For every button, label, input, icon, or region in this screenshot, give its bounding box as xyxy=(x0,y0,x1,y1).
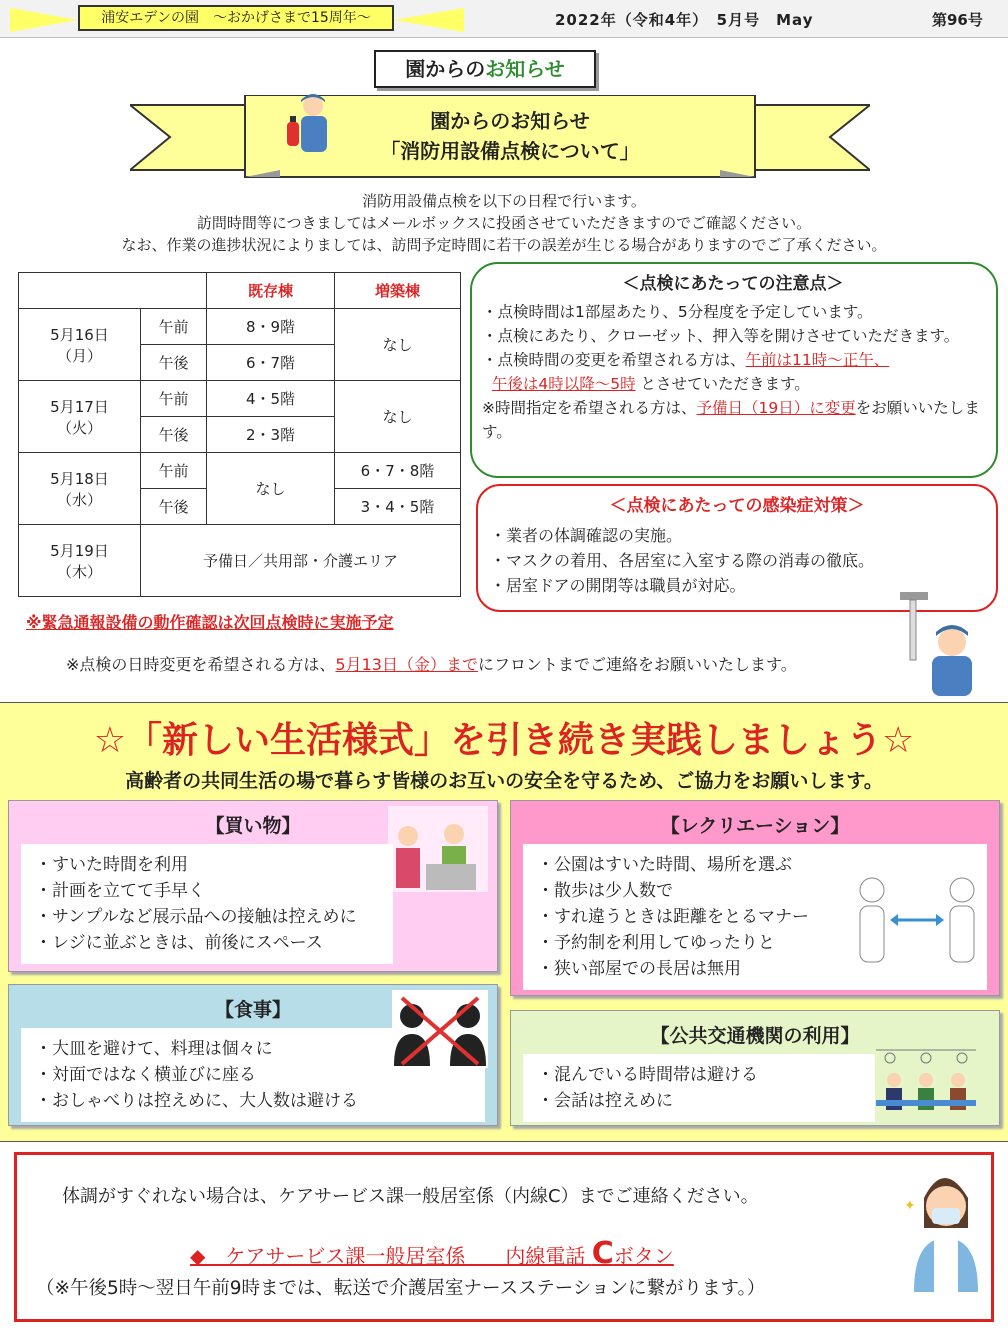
floor-cell: 6・7・8階 xyxy=(335,453,461,489)
lifestyle-subtitle: 高齢者の共同生活の場で暮らす皆様のお互いの安全を守るため、ご協力をお願いします。 xyxy=(125,770,883,792)
notes-item: ※時間指定を希望される方は、予備日（19日）に変更をお願いいたします。 xyxy=(482,399,980,441)
intro-text xyxy=(0,190,1008,256)
date-cell: 5月16日 （月） xyxy=(19,309,141,381)
floor-cell: なし xyxy=(335,309,461,381)
header-date: 2022年（令和4年） 5月号 May xyxy=(555,11,814,29)
schedule-table xyxy=(18,272,461,597)
header-right-arrow xyxy=(394,8,464,32)
schedule-change-note: ※点検の日時変更を希望される方は、5月13日（金）までにフロントまでご連絡をお願いいたします。 xyxy=(66,655,797,674)
floor-cell: 6・7階 xyxy=(207,345,335,381)
notes-title: ＜点検にあたっての注意点＞ xyxy=(622,274,844,294)
inspection-notes-box xyxy=(470,262,998,478)
floor-cell: なし xyxy=(207,453,335,525)
infection-title: ＜点検にあたっての感染症対策＞ xyxy=(609,496,865,516)
header-title: 浦安エデンの園 ～おかげさまで15周年～ xyxy=(78,5,394,31)
time-cell: 午前 xyxy=(141,309,207,345)
list-item: ・おしゃべりは控えめに、大人数は避ける xyxy=(35,1091,358,1111)
cashier-icon xyxy=(386,804,490,894)
deadline-highlight: 5月13日（金）まで xyxy=(335,655,478,674)
notes-item: ・点検にあたり、クローゼット、押入等を開けさせていただきます。 xyxy=(482,327,960,345)
lifestyle-title: ☆「新しい生活様式」を引き続き実践しましょう☆ xyxy=(93,720,915,761)
list-item: ・散歩は少人数で xyxy=(537,881,673,901)
transit-list xyxy=(523,1054,875,1122)
ribbon-title-line1: 園からのお知らせ xyxy=(430,109,590,133)
date-cell: 5月17日 （火） xyxy=(19,381,141,453)
time-cell: 午後 xyxy=(141,345,207,381)
no-face-to-face-eating-icon xyxy=(392,990,488,1068)
list-item: ・すいた時間を利用 xyxy=(35,855,188,875)
contact-after-hours-note: （※午後5時～翌日午前9時までは、転送で介護居室ナースステーションに繋がります。） xyxy=(36,1278,766,1299)
floor-cell: 4・5階 xyxy=(207,381,335,417)
list-item: ・予約制を利用してゆったりと xyxy=(537,933,775,953)
list-item: ・狭い部屋での長居は無用 xyxy=(537,959,741,979)
nurse-icon xyxy=(898,1158,990,1292)
morning-time-highlight: 午前は11時～正午、 xyxy=(745,351,890,369)
contact-extension: ◆ ケアサービス課一般居室係 内線電話 Cボタン xyxy=(190,1236,674,1271)
emergency-warning: ※緊急通報設備の動作確認は次回点検時に実施予定 xyxy=(26,613,394,632)
floor-cell: 3・4・5階 xyxy=(335,489,461,525)
table-corner xyxy=(19,273,207,309)
ribbon-title-line2: 「消防用設備点検について」 xyxy=(380,139,640,163)
train-passengers-icon xyxy=(876,1046,976,1116)
afternoon-time-highlight: 午後は4時以降～5時 xyxy=(491,375,636,393)
section-heading xyxy=(374,50,596,88)
list-item: ・レジに並ぶときは、前後にスペース xyxy=(35,933,323,953)
floor-cell: 2・3階 xyxy=(207,417,335,453)
transit-title: 【公共交通機関の利用】 xyxy=(650,1025,860,1047)
list-item: ・計画を立てて手早く xyxy=(35,881,205,901)
meal-title: 【食事】 xyxy=(214,999,291,1021)
section-heading-part2: お知らせ xyxy=(485,57,565,81)
intro-line: 消防用設備点検を以下の日程で行います。 xyxy=(362,192,646,210)
intro-line: 訪問時間等につきましてはメールボックスに投函させていただきますのでご確認ください。 xyxy=(196,214,812,232)
list-item: ・大皿を避けて、料理は個々に xyxy=(35,1039,273,1059)
infection-item: ・マスクの着用、各居室に入室する際の消毒の徹底。 xyxy=(490,551,875,570)
column-header-annex: 増築棟 xyxy=(335,273,461,309)
time-cell: 午前 xyxy=(141,453,207,489)
list-item: ・対面ではなく横並びに座る xyxy=(35,1065,256,1085)
list-item: ・すれ違うときは距離をとるマナー xyxy=(537,907,809,927)
reserve-day-cell: 予備日／共用部・介護エリア xyxy=(141,525,461,597)
shopping-list xyxy=(21,844,393,964)
header-left-arrow xyxy=(10,8,78,32)
svg-text:✦: ✦ xyxy=(904,1198,916,1214)
recreation-title: 【レクリエーション】 xyxy=(660,815,850,837)
intro-line: なお、作業の進捗状況によりましては、訪問予定時間に若干の誤差が生じる場合がありますのでご了承ください。 xyxy=(121,236,887,254)
date-cell: 5月18日 （水） xyxy=(19,453,141,525)
list-item: ・混んでいる時間帯は避ける xyxy=(537,1065,758,1085)
ceiling-inspector-icon xyxy=(896,592,976,696)
floor-cell: 8・9階 xyxy=(207,309,335,345)
section-heading-part1: 園からの xyxy=(405,57,486,81)
ribbon-title xyxy=(300,106,720,166)
time-cell: 午後 xyxy=(141,489,207,525)
infection-item: ・居室ドアの開閉等は職員が対応。 xyxy=(490,576,746,595)
date-cell: 5月19日 （木） xyxy=(19,525,141,597)
list-item: ・会話は控えめに xyxy=(537,1091,673,1111)
list-item: ・サンプルなど展示品への接触は控えめに xyxy=(35,907,357,927)
time-cell: 午前 xyxy=(141,381,207,417)
notes-item: ・点検時間の変更を希望される方は、午前は11時～正午、 午後は4時以降～5時 とさせていただきます。 xyxy=(482,351,890,393)
notes-item: ・点検時間は1部屋あたり、5分程度を予定しています。 xyxy=(482,303,873,321)
column-header-existing: 既存棟 xyxy=(207,273,335,309)
time-cell: 午後 xyxy=(141,417,207,453)
shopping-title: 【買い物】 xyxy=(205,815,301,837)
reserve-day-highlight: 予備日（19日）に変更 xyxy=(696,399,856,417)
floor-cell: なし xyxy=(335,381,461,453)
social-distance-icon xyxy=(854,870,980,970)
list-item: ・公園はすいた時間、場所を選ぶ xyxy=(537,855,792,875)
extension-letter: C xyxy=(591,1236,614,1271)
infection-item: ・業者の体調確認の実施。 xyxy=(490,526,683,545)
header-issue-number: 第96号 xyxy=(932,11,983,29)
contact-instruction: 体調がすぐれない場合は、ケアサービス課一般居室係（内線C）までご連絡ください。 xyxy=(62,1186,759,1207)
